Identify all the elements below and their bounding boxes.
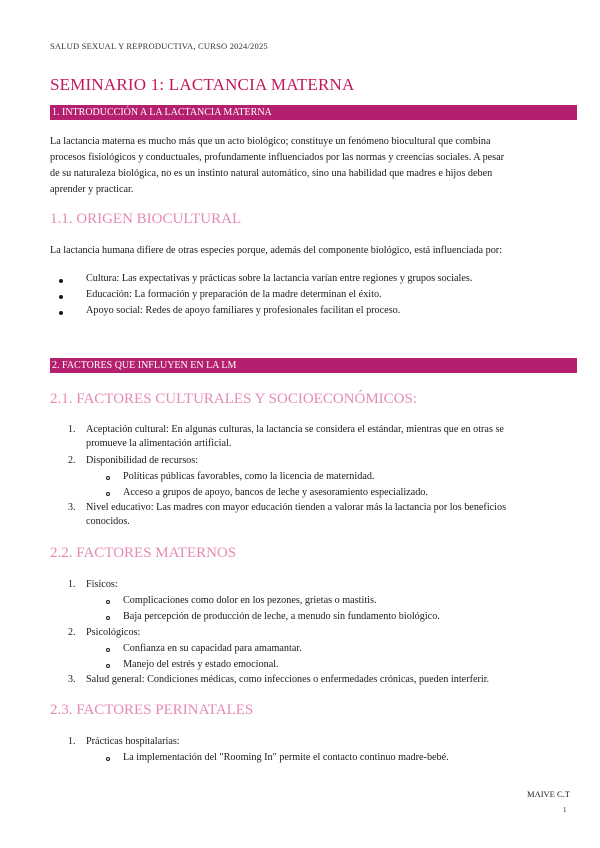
sub-list-item: Baja percepción de producción de leche, a menudo sin fundamento biológico.	[123, 611, 440, 622]
circle-bullet-icon	[106, 492, 110, 496]
circle-bullet-icon	[106, 648, 110, 652]
paragraph-line: aprender y practicar.	[50, 184, 134, 195]
subsection-1-1-intro: La lactancia humana difiere de otras especies porque, además del componente biológico, está influenciada por:	[50, 245, 503, 256]
list-item: Psicológicos:	[86, 627, 141, 638]
circle-bullet-icon	[106, 476, 110, 480]
list-number: 2.	[68, 455, 76, 466]
list-item: Aceptación cultural: En algunas culturas, la lactancia se considera el estándar, mientras que en otras se	[86, 424, 504, 435]
document-title: SEMINARIO 1: LACTANCIA MATERNA	[50, 75, 355, 94]
bullet-icon	[59, 295, 63, 299]
list-item: Cultura: Las expectativas y prácticas sobre la lactancia varían entre regiones y grupos sociales.	[86, 273, 473, 284]
list-item-continuation: conocidos.	[86, 516, 130, 527]
subsection-2-2-title: 2.2. FACTORES MATERNOS	[50, 545, 237, 561]
paragraph-line: de su naturaleza biológica, no es un instinto natural automático, sino una habilidad que madres e hijos deben	[50, 168, 493, 179]
subsection-2-1-title: 2.1. FACTORES CULTURALES Y SOCIOECONÓMICOS:	[50, 391, 417, 407]
bullet-icon	[59, 279, 63, 283]
circle-bullet-icon	[106, 664, 110, 668]
list-number: 3.	[68, 674, 76, 685]
sub-list-item: Confianza en su capacidad para amamantar.	[123, 643, 302, 654]
list-item: Educación: La formación y preparación de la madre determinan el éxito.	[86, 289, 382, 300]
list-number: 3.	[68, 502, 76, 513]
section-2-heading: 2. FACTORES QUE INFLUYEN EN LA LM	[50, 358, 577, 373]
list-item: Prácticas hospitalarias:	[86, 736, 180, 747]
list-item: Nivel educativo: Las madres con mayor educación tienden a valorar más la lactancia por los beneficios	[86, 502, 507, 513]
paragraph-line: La lactancia materna es mucho más que un acto biológico; constituye un fenómeno biocultural que combina	[50, 136, 491, 147]
running-header: SALUD SEXUAL Y REPRODUCTIVA, CURSO 2024/2025	[50, 41, 268, 51]
list-item: Físicos:	[86, 579, 118, 590]
list-item: Salud general: Condiciones médicas, como infecciones o enfermedades crónicas, pueden interferir.	[86, 674, 490, 685]
list-item-continuation: promueve la alimentación artificial.	[86, 438, 232, 449]
page-number: 1	[563, 806, 567, 814]
subsection-2-3-title: 2.3. FACTORES PERINATALES	[50, 702, 254, 718]
section-1-heading: 1. INTRODUCCIÓN A LA LACTANCIA MATERNA	[50, 105, 577, 120]
list-number: 1.	[68, 424, 76, 435]
paragraph-line: procesos fisiológicos y conductuales, profundamente influenciados por las normas y creencias sociales. A pesar	[50, 152, 505, 163]
sub-list-item: Complicaciones como dolor en los pezones, grietas o mastitis.	[123, 595, 377, 606]
sub-list-item: Acceso a grupos de apoyo, bancos de leche y asesoramiento especializado.	[123, 487, 428, 498]
sub-list-item: La implementación del "Rooming In" permite el contacto continuo madre-bebé.	[123, 752, 449, 763]
list-number: 1.	[68, 736, 76, 747]
circle-bullet-icon	[106, 757, 110, 761]
list-number: 1.	[68, 579, 76, 590]
sub-list-item: Políticas públicas favorables, como la licencia de maternidad.	[123, 471, 375, 482]
list-item: Apoyo social: Redes de apoyo familiares y profesionales facilitan el proceso.	[86, 305, 401, 316]
sub-list-item: Manejo del estrés y estado emocional.	[123, 659, 279, 670]
list-number: 2.	[68, 627, 76, 638]
bullet-icon	[59, 311, 63, 315]
footer-author: MAIVE C.T	[527, 789, 570, 799]
circle-bullet-icon	[106, 600, 110, 604]
circle-bullet-icon	[106, 616, 110, 620]
list-item: Disponibilidad de recursos:	[86, 455, 199, 466]
subsection-1-1-title: 1.1. ORIGEN BIOCULTURAL	[50, 211, 242, 227]
